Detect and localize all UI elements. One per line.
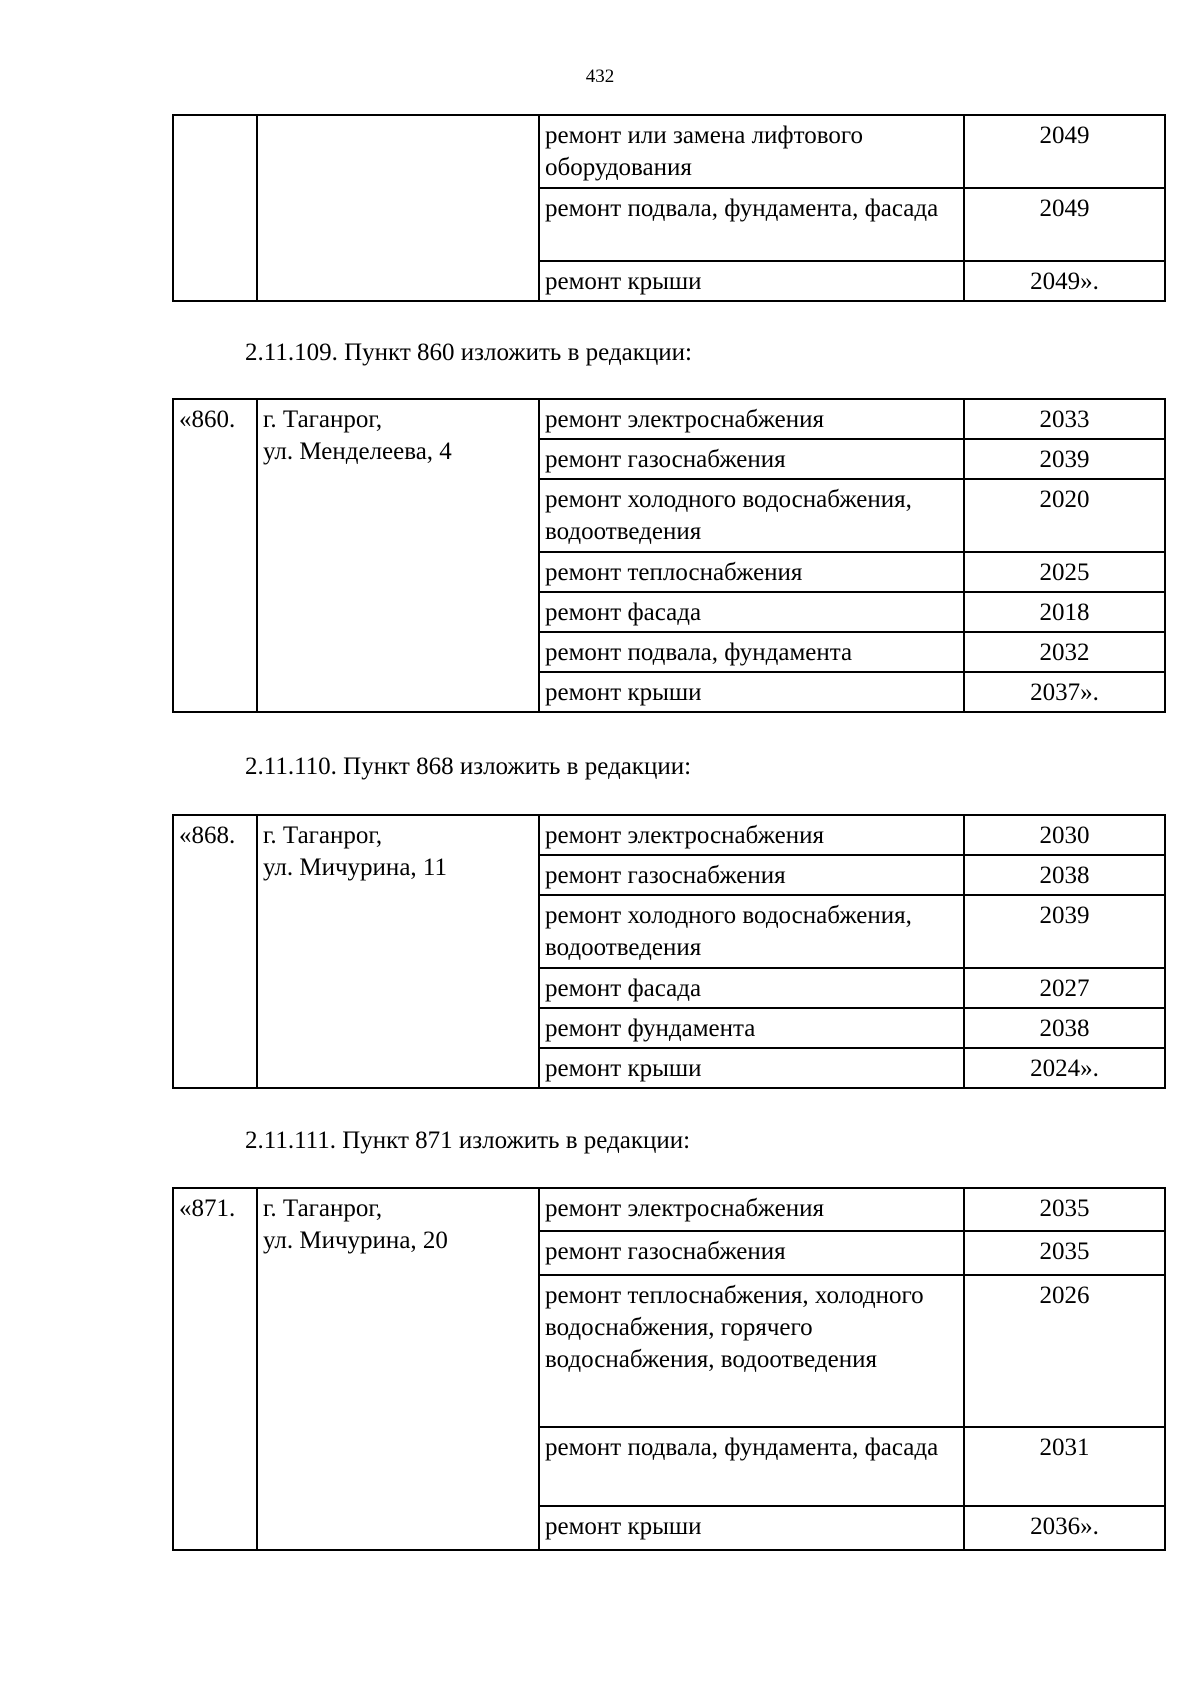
item-number: «868. xyxy=(173,815,257,1088)
work-type: ремонт крыши xyxy=(539,672,964,712)
work-type: ремонт крыши xyxy=(539,1048,964,1088)
repair-table-860 xyxy=(172,398,1166,713)
table-row xyxy=(173,399,1165,439)
work-type: ремонт подвала, фундамента, фасада xyxy=(539,188,964,261)
work-type: ремонт холодного водоснабжения, водоотведения xyxy=(539,479,964,552)
address-city: г. Таганрог, xyxy=(263,406,383,433)
address-street: ул. Мичурина, 20 xyxy=(263,1227,448,1254)
work-year: 2035 xyxy=(964,1188,1165,1231)
work-year: 2039 xyxy=(964,895,1165,968)
work-type: ремонт газоснабжения xyxy=(539,855,964,895)
work-year: 2049 xyxy=(964,188,1165,261)
address-street: ул. Мичурина, 11 xyxy=(263,854,447,881)
work-year: 2039 xyxy=(964,439,1165,479)
repair-table-continuation xyxy=(172,114,1166,302)
item-number xyxy=(173,115,257,301)
work-year: 2035 xyxy=(964,1231,1165,1275)
work-year: 2037». xyxy=(964,672,1165,712)
item-number: «871. xyxy=(173,1188,257,1550)
work-type: ремонт подвала, фундамента, фасада xyxy=(539,1427,964,1506)
work-type: ремонт газоснабжения xyxy=(539,439,964,479)
work-year: 2038 xyxy=(964,1008,1165,1048)
work-year: 2018 xyxy=(964,592,1165,632)
address-cell xyxy=(257,815,539,1088)
work-type: ремонт крыши xyxy=(539,261,964,301)
table-row xyxy=(173,1188,1165,1231)
work-year: 2049». xyxy=(964,261,1165,301)
amendment-paragraph: 2.11.111. Пункт 871 изложить в редакции: xyxy=(245,1127,691,1154)
work-year: 2024». xyxy=(964,1048,1165,1088)
work-year: 2036». xyxy=(964,1506,1165,1550)
amendment-paragraph: 2.11.109. Пункт 860 изложить в редакции: xyxy=(245,339,692,366)
work-year: 2030 xyxy=(964,815,1165,855)
work-type: ремонт газоснабжения xyxy=(539,1231,964,1275)
work-type: ремонт фасада xyxy=(539,592,964,632)
work-type: ремонт крыши xyxy=(539,1506,964,1550)
address-cell xyxy=(257,1188,539,1550)
work-type: ремонт холодного водоснабжения, водоотведения xyxy=(539,895,964,968)
work-type: ремонт подвала, фундамента xyxy=(539,632,964,672)
work-year: 2031 xyxy=(964,1427,1165,1506)
address-city: г. Таганрог, xyxy=(263,1195,383,1222)
amendment-paragraph: 2.11.110. Пункт 868 изложить в редакции: xyxy=(245,753,692,780)
address-street: ул. Менделеева, 4 xyxy=(263,438,452,465)
work-type: ремонт теплоснабжения, холодного водоснабжения, горячего водоснабжения, водоотведения xyxy=(539,1275,964,1427)
work-type: ремонт электроснабжения xyxy=(539,1188,964,1231)
repair-table-868 xyxy=(172,814,1166,1089)
work-type: ремонт фасада xyxy=(539,968,964,1008)
table-row xyxy=(173,115,1165,188)
work-type: ремонт электроснабжения xyxy=(539,399,964,439)
work-year: 2027 xyxy=(964,968,1165,1008)
work-year: 2038 xyxy=(964,855,1165,895)
work-type: ремонт теплоснабжения xyxy=(539,552,964,592)
work-type: ремонт фундамента xyxy=(539,1008,964,1048)
page-number: 432 xyxy=(585,66,615,87)
repair-table-871 xyxy=(172,1187,1166,1551)
work-year: 2020 xyxy=(964,479,1165,552)
address-cell xyxy=(257,399,539,712)
item-number: «860. xyxy=(173,399,257,712)
address-cell xyxy=(257,115,539,301)
work-year: 2032 xyxy=(964,632,1165,672)
work-year: 2025 xyxy=(964,552,1165,592)
work-year: 2033 xyxy=(964,399,1165,439)
work-type: ремонт электроснабжения xyxy=(539,815,964,855)
address-city: г. Таганрог, xyxy=(263,822,383,849)
work-year: 2049 xyxy=(964,115,1165,188)
work-type: ремонт или замена лифтового оборудования xyxy=(539,115,964,188)
work-year: 2026 xyxy=(964,1275,1165,1427)
table-row xyxy=(173,815,1165,855)
